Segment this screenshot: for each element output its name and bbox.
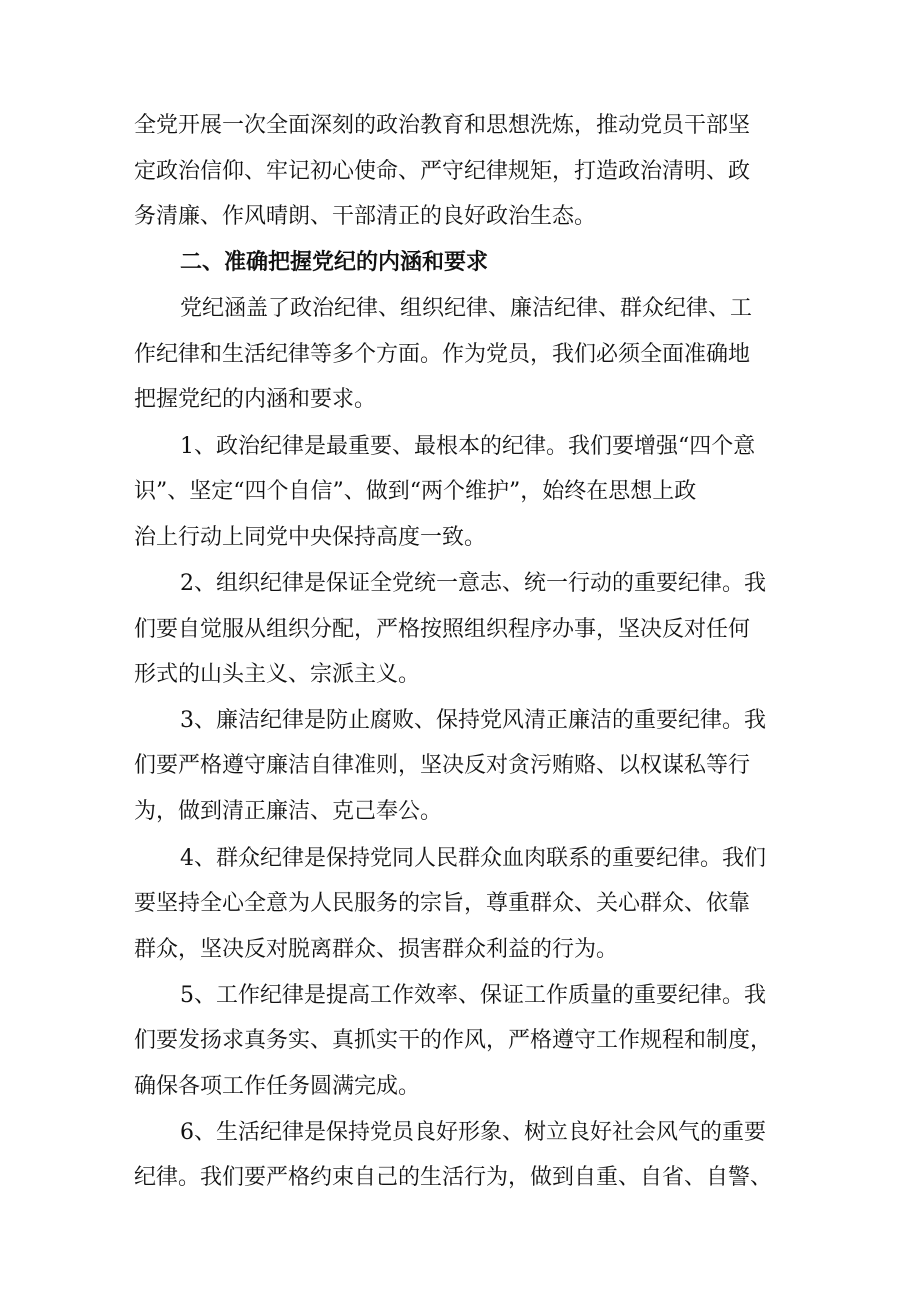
paragraph-line: 治上行动上同党中央保持高度一致。 xyxy=(134,525,487,550)
paragraph-line: 们要严格遵守廉洁自律准则，坚决反对贪污贿赂、以权谋私等行 xyxy=(134,753,751,778)
paragraph-line: 2、组织纪律是保证全党统一意志、统一行动的重要纪律。我 xyxy=(180,571,766,596)
paragraph-line: 识”、坚定“四个自信”、做到“两个维护”，始终在思想上政 xyxy=(134,479,697,504)
paragraph-line: 定政治信仰、牢记初心使命、严守纪律规矩，打造政治清明、政 xyxy=(134,159,751,184)
paragraph-line: 们要自觉服从组织分配，严格按照组织程序办事，坚决反对任何 xyxy=(134,617,751,642)
paragraph-line: 纪律。我们要严格约束自己的生活行为，做到自重、自省、自警、 xyxy=(134,1165,773,1190)
paragraph-line: 作纪律和生活纪律等多个方面。作为党员，我们必须全面准确地 xyxy=(134,342,751,367)
paragraph-line: 3、廉洁纪律是防止腐败、保持党风清正廉洁的重要纪律。我 xyxy=(180,708,766,733)
paragraph-line: 要坚持全心全意为人民服务的宗旨，尊重群众、关心群众、依靠 xyxy=(134,891,751,916)
paragraph-line: 5、工作纪律是提高工作效率、保证工作质量的重要纪律。我 xyxy=(180,983,766,1008)
paragraph-line: 们要发扬求真务实、真抓实干的作风，严格遵守工作规程和制度， xyxy=(134,1028,773,1053)
paragraph-line: 把握党纪的内涵和要求。 xyxy=(134,387,377,412)
paragraph-line: 党纪涵盖了政治纪律、组织纪律、廉洁纪律、群众纪律、工 xyxy=(180,296,753,321)
paragraph-line: 确保各项工作任务圆满完成。 xyxy=(134,1074,421,1099)
paragraph-line: 全党开展一次全面深刻的政治教育和思想洗炼，推动党员干部坚 xyxy=(134,113,751,138)
paragraph-line: 6、生活纪律是保持党员良好形象、树立良好社会风气的重要 xyxy=(180,1120,766,1145)
section-heading: 二、准确把握党纪的内涵和要求 xyxy=(180,250,489,275)
paragraph-line: 4、群众纪律是保持党同人民群众血肉联系的重要纪律。我们 xyxy=(180,846,766,871)
paragraph-line: 群众，坚决反对脱离群众、损害群众利益的行为。 xyxy=(134,937,619,962)
paragraph-line: 为，做到清正廉洁、克己奉公。 xyxy=(134,799,443,824)
paragraph-line: 1、政治纪律是最重要、最根本的纪律。我们要增强“四个意 xyxy=(180,434,756,459)
paragraph-line: 形式的山头主义、宗派主义。 xyxy=(134,662,421,687)
paragraph-line: 务清廉、作风晴朗、干部清正的良好政治生态。 xyxy=(134,204,597,229)
